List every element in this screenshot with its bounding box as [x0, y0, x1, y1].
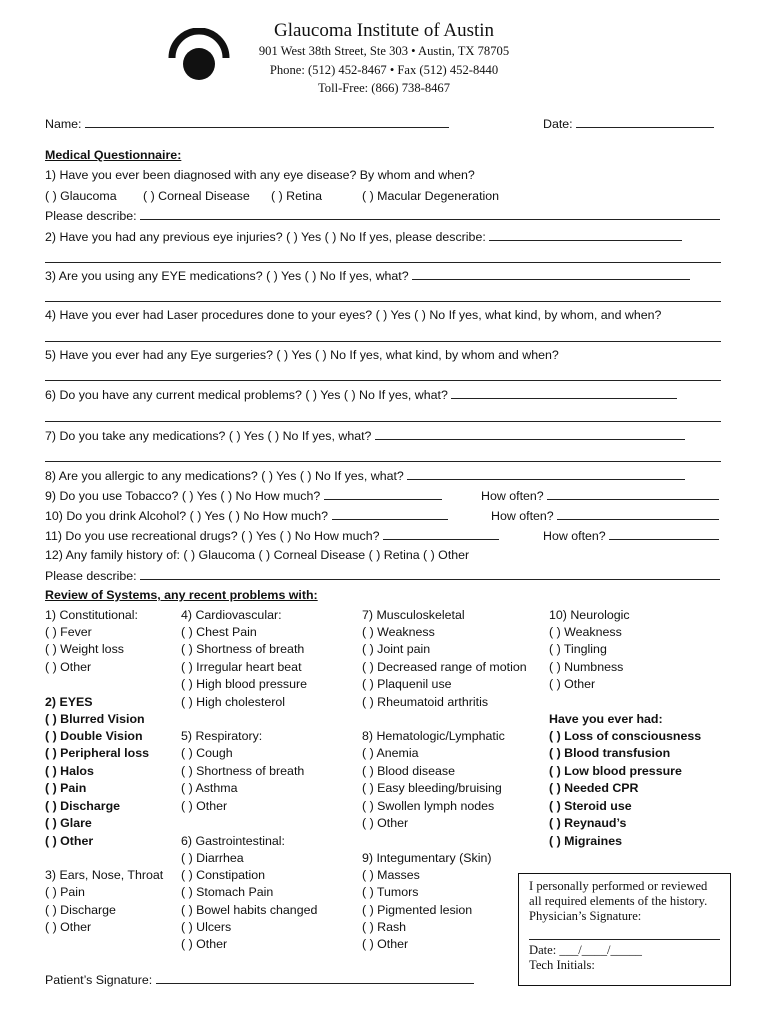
cardio-title: 4) Cardiovascular: [181, 608, 282, 622]
institute-logo [166, 28, 232, 84]
q7-extra-line[interactable] [45, 461, 721, 462]
question-7-row [45, 428, 685, 443]
q7-what-field[interactable] [375, 428, 685, 440]
date-row [543, 116, 714, 131]
hem-title: 8) Hematologic/Lymphatic [362, 729, 505, 743]
patient-signature-label: Patient’s Signature: [45, 973, 153, 987]
constitutional-fever[interactable]: ( ) Fever [45, 625, 92, 639]
question-8: 8) Are you allergic to any medications? ( ) Yes ( ) No If yes, what? [45, 469, 404, 483]
cardio-high-cholesterol[interactable]: ( ) High cholesterol [181, 695, 285, 709]
question-2-row [45, 229, 682, 244]
q12-describe-field[interactable] [140, 568, 720, 580]
eyes-double-vision[interactable]: ( ) Double Vision [45, 729, 143, 743]
question-2: 2) Have you had any previous eye injuries? ( ) Yes ( ) No If yes, please describe: [45, 230, 486, 244]
date-label: Date: [543, 117, 573, 131]
ever-had-reynauds[interactable]: ( ) Reynaud’s [549, 816, 627, 830]
ever-had-title: Have you ever had: [549, 712, 663, 726]
ever-had-loss-consciousness[interactable]: ( ) Loss of consciousness [549, 729, 702, 743]
question-11: 11) Do you use recreational drugs? ( ) Yes ( ) No How much? [45, 529, 380, 543]
cardio-chest-pain[interactable]: ( ) Chest Pain [181, 625, 257, 639]
question-5: 5) Have you ever had any Eye surgeries? ( ) Yes ( ) No If yes, what kind, by whom and when? [45, 348, 559, 362]
ent-other[interactable]: ( ) Other [45, 920, 92, 934]
how-often-label: How often? [543, 529, 606, 543]
question-8-row [45, 468, 685, 483]
patient-signature-field[interactable] [156, 972, 474, 984]
neuro-numbness[interactable]: ( ) Numbness [549, 660, 624, 674]
q9-howoften-row [481, 488, 719, 503]
how-often-label: How often? [491, 509, 554, 523]
gi-other[interactable]: ( ) Other [181, 937, 228, 951]
gi-constipation[interactable]: ( ) Constipation [181, 868, 266, 882]
musc-range-of-motion[interactable]: ( ) Decreased range of motion [362, 660, 527, 674]
resp-cough[interactable]: ( ) Cough [181, 746, 233, 760]
musc-title: 7) Musculoskeletal [362, 608, 465, 622]
q9-howoften-field[interactable] [547, 488, 719, 500]
musc-weakness[interactable]: ( ) Weakness [362, 625, 435, 639]
hem-swollen-nodes[interactable]: ( ) Swollen lymph nodes [362, 799, 495, 813]
question-10-row [45, 508, 448, 523]
q11-howoften-row [543, 528, 719, 543]
ent-pain[interactable]: ( ) Pain [45, 885, 85, 899]
hem-easy-bleeding[interactable]: ( ) Easy bleeding/bruising [362, 781, 502, 795]
q5-answer-line[interactable] [45, 380, 721, 381]
ever-had-low-bp[interactable]: ( ) Low blood pressure [549, 764, 682, 778]
question-12: 12) Any family history of: ( ) Glaucoma ( ) Corneal Disease ( ) Retina ( ) Other [45, 548, 470, 562]
q1-describe-row [45, 208, 720, 223]
constitutional-other[interactable]: ( ) Other [45, 660, 92, 674]
medical-questionnaire-heading: Medical Questionnaire: [45, 148, 182, 162]
patient-signature-row [45, 972, 474, 987]
clinic-tollfree: Toll-Free: (866) 738-8467 [317, 81, 451, 95]
eyes-pain[interactable]: ( ) Pain [45, 781, 87, 795]
physician-box [518, 873, 731, 986]
musc-joint-pain[interactable]: ( ) Joint pain [362, 642, 431, 656]
q11-howmuch-field[interactable] [383, 528, 499, 540]
eyes-title: 2) EYES [45, 695, 93, 709]
hem-anemia[interactable]: ( ) Anemia [362, 746, 419, 760]
question-11-row [45, 528, 499, 543]
question-9: 9) Do you use Tobacco? ( ) Yes ( ) No How much? [45, 489, 321, 503]
question-3: 3) Are you using any EYE medications? ( ) Yes ( ) No If yes, what? [45, 269, 409, 283]
gi-bowel-habits[interactable]: ( ) Bowel habits changed [181, 903, 318, 917]
q1-retina-option[interactable]: ( ) Retina [271, 189, 322, 203]
integ-masses[interactable]: ( ) Masses [362, 868, 420, 882]
question-3-row [45, 268, 690, 283]
gi-diarrhea[interactable]: ( ) Diarrhea [181, 851, 244, 865]
question-7: 7) Do you take any medications? ( ) Yes ( ) No If yes, what? [45, 429, 372, 443]
q10-howmuch-field[interactable] [332, 508, 448, 520]
clinic-address: 901 West 38th Street, Ste 303 • Austin, TX 78705 [258, 44, 510, 58]
resp-other[interactable]: ( ) Other [181, 799, 228, 813]
q6-what-field[interactable] [451, 387, 677, 399]
review-of-systems-heading: Review of Systems, any recent problems with: [45, 588, 318, 602]
q1-macular-option[interactable]: ( ) Macular Degeneration [362, 189, 500, 203]
question-6-row [45, 387, 677, 402]
resp-shortness-breath[interactable]: ( ) Shortness of breath [181, 764, 305, 778]
eyes-glare[interactable]: ( ) Glare [45, 816, 92, 830]
question-4: 4) Have you ever had Laser procedures done to your eyes? ( ) Yes ( ) No If yes, what kind, by whom, and when? [45, 308, 662, 322]
resp-title: 5) Respiratory: [181, 729, 263, 743]
name-row [45, 116, 449, 131]
integ-pigmented-lesion[interactable]: ( ) Pigmented lesion [362, 903, 473, 917]
q1-glaucoma-option[interactable]: ( ) Glaucoma [45, 189, 117, 203]
physician-signature-field[interactable] [529, 926, 720, 940]
question-10: 10) Do you drink Alcohol? ( ) Yes ( ) No How much? [45, 509, 329, 523]
hem-blood-disease[interactable]: ( ) Blood disease [362, 764, 455, 778]
ent-discharge[interactable]: ( ) Discharge [45, 903, 116, 917]
q1-describe-field[interactable] [140, 208, 720, 220]
neuro-tingling[interactable]: ( ) Tingling [549, 642, 607, 656]
neuro-title: 10) Neurologic [549, 608, 630, 622]
please-describe-label: Please describe: [45, 209, 137, 223]
hem-other[interactable]: ( ) Other [362, 816, 409, 830]
q3-what-field[interactable] [412, 268, 690, 280]
tech-initials[interactable]: Tech Initials: [529, 958, 595, 972]
ever-had-blood-transfusion[interactable]: ( ) Blood transfusion [549, 746, 671, 760]
clinic-phone: Phone: (512) 452-8467 • Fax (512) 452-8440 [269, 63, 499, 77]
q10-howoften-row [491, 508, 719, 523]
gi-ulcers[interactable]: ( ) Ulcers [181, 920, 232, 934]
integ-tumors[interactable]: ( ) Tumors [362, 885, 419, 899]
neuro-weakness[interactable]: ( ) Weakness [549, 625, 622, 639]
integ-other[interactable]: ( ) Other [362, 937, 409, 951]
neuro-other[interactable]: ( ) Other [549, 677, 596, 691]
eyes-other[interactable]: ( ) Other [45, 834, 94, 848]
cardio-high-bp[interactable]: ( ) High blood pressure [181, 677, 308, 691]
q6-extra-line[interactable] [45, 421, 721, 422]
name-label: Name: [45, 117, 82, 131]
physician-statement-2: all required elements of the history. [529, 894, 708, 908]
resp-asthma[interactable]: ( ) Asthma [181, 781, 238, 795]
q11-howoften-field[interactable] [609, 528, 719, 540]
clinic-name: Glaucoma Institute of Austin [273, 20, 495, 41]
eyes-blurred-vision[interactable]: ( ) Blurred Vision [45, 712, 145, 726]
integ-rash[interactable]: ( ) Rash [362, 920, 407, 934]
ever-had-steroid[interactable]: ( ) Steroid use [549, 799, 632, 813]
gi-stomach-pain[interactable]: ( ) Stomach Pain [181, 885, 274, 899]
q10-howoften-field[interactable] [557, 508, 719, 520]
please-describe-label: Please describe: [45, 569, 137, 583]
musc-plaquenil[interactable]: ( ) Plaquenil use [362, 677, 452, 691]
constitutional-weight-loss[interactable]: ( ) Weight loss [45, 642, 124, 656]
how-often-label: How often? [481, 489, 544, 503]
ent-title: 3) Ears, Nose, Throat [45, 868, 164, 882]
question-1: 1) Have you ever been diagnosed with any eye disease? By whom and when? [45, 168, 475, 182]
physician-signature-label: Physician’s Signature: [529, 909, 642, 923]
q4-answer-line[interactable] [45, 341, 721, 342]
q3-extra-line[interactable] [45, 301, 721, 302]
q12-describe-row [45, 568, 720, 583]
eyes-peripheral-loss[interactable]: ( ) Peripheral loss [45, 746, 149, 760]
eyes-halos[interactable]: ( ) Halos [45, 764, 94, 778]
q8-what-field[interactable] [407, 468, 685, 480]
date-field[interactable] [576, 116, 714, 128]
cardio-irregular-heartbeat[interactable]: ( ) Irregular heart beat [181, 660, 302, 674]
q1-corneal-option[interactable]: ( ) Corneal Disease [143, 189, 250, 203]
question-6: 6) Do you have any current medical problems? ( ) Yes ( ) No If yes, what? [45, 388, 448, 402]
q2-extra-line[interactable] [45, 262, 721, 263]
integ-title: 9) Integumentary (Skin) [362, 851, 492, 865]
gi-title: 6) Gastrointestinal: [181, 834, 285, 848]
q9-howmuch-field[interactable] [324, 488, 442, 500]
cardio-shortness-breath[interactable]: ( ) Shortness of breath [181, 642, 305, 656]
physician-statement-1: I personally performed or reviewed [529, 879, 708, 893]
ever-had-migraines[interactable]: ( ) Migraines [549, 834, 622, 848]
q2-describe-field[interactable] [489, 229, 682, 241]
question-9-row [45, 488, 442, 503]
physician-date[interactable]: Date: ___/____/_____ [529, 943, 642, 957]
eyes-discharge[interactable]: ( ) Discharge [45, 799, 121, 813]
name-field[interactable] [85, 116, 449, 128]
ever-had-cpr[interactable]: ( ) Needed CPR [549, 781, 639, 795]
musc-rheumatoid[interactable]: ( ) Rheumatoid arthritis [362, 695, 489, 709]
constitutional-title: 1) Constitutional: [45, 608, 138, 622]
